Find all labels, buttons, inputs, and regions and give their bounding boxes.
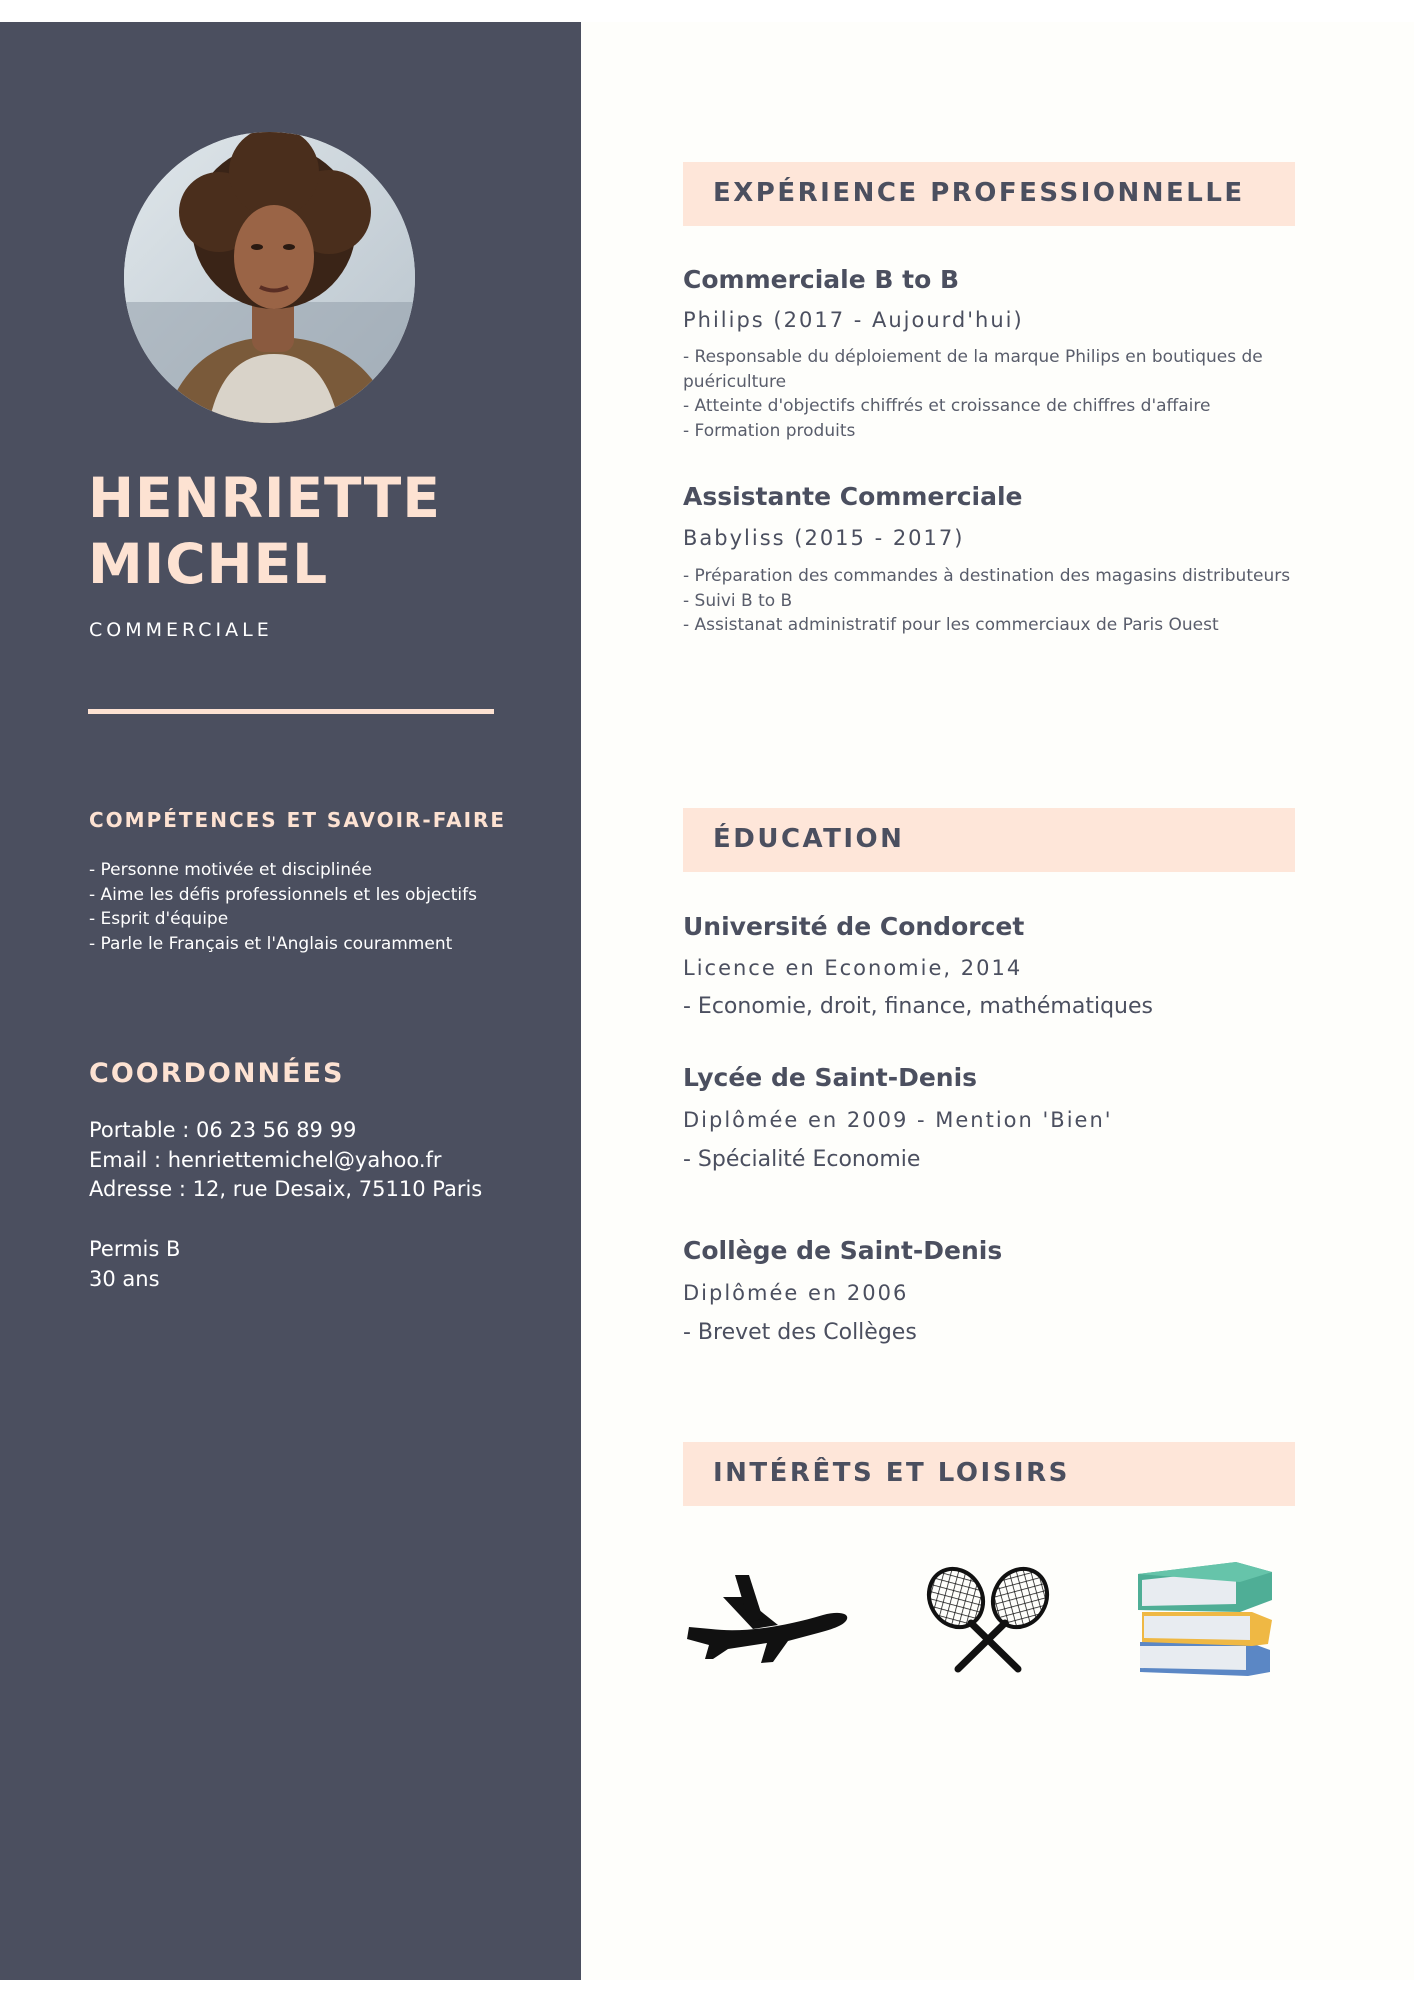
tennis-rackets-icon xyxy=(923,1565,1053,1673)
school-degree: Diplômée en 2009 - Mention 'Bien' xyxy=(683,1108,1113,1132)
school-name: Collège de Saint-Denis xyxy=(683,1236,1003,1265)
email-text: Email : henriettemichel@yahoo.fr xyxy=(89,1147,442,1172)
license-text: Permis B xyxy=(89,1237,181,1261)
school-detail: - Economie, droit, finance, mathématiques xyxy=(683,994,1153,1019)
school-degree: Diplômée en 2006 xyxy=(683,1281,909,1305)
sidebar xyxy=(0,22,581,1980)
interests-title: INTÉRÊTS ET LOISIRS xyxy=(713,1458,1070,1488)
skills-title: COMPÉTENCES ET SAVOIR-FAIRE xyxy=(89,808,507,832)
job-details xyxy=(683,564,1295,638)
job-details xyxy=(683,345,1295,443)
education-header xyxy=(683,808,1295,872)
first-name: HENRIETTE xyxy=(88,466,441,530)
job-detail-item: - Assistanat administratif pour les commerciaux de Paris Ouest xyxy=(683,615,1219,635)
job-detail-item: - Responsable du déploiement de la marque Philips en boutiques de puériculture xyxy=(683,347,1263,392)
school-name: Université de Condorcet xyxy=(683,912,1025,941)
job-detail-item: - Suivi B to B xyxy=(683,590,793,611)
interests-header xyxy=(683,1442,1295,1506)
candidate-name xyxy=(88,465,441,597)
school-degree: Licence en Economie, 2014 xyxy=(683,956,1023,980)
skill-item: - Aime les défis professionnels et les objectifs xyxy=(89,884,477,905)
phone-text: Portable : 06 23 56 89 99 xyxy=(89,1118,357,1142)
job-detail-item: - Atteinte d'objectifs chiffrés et croissance de chiffres d'affaire xyxy=(683,396,1211,416)
skill-item: - Personne motivée et disciplinée xyxy=(89,860,372,880)
avatar xyxy=(124,132,415,423)
skill-item: - Parle le Français et l'Anglais couramment xyxy=(89,933,453,954)
experience-header xyxy=(683,162,1295,226)
experience-title: EXPÉRIENCE PROFESSIONNELLE xyxy=(713,178,1245,208)
divider-line xyxy=(88,709,494,714)
portrait-photo xyxy=(124,132,415,423)
age-text: 30 ans xyxy=(89,1266,160,1291)
last-name: MICHEL xyxy=(88,532,329,596)
contact-details xyxy=(89,1116,482,1205)
job-title: Commerciale B to B xyxy=(683,265,960,294)
school-name: Lycée de Saint-Denis xyxy=(683,1063,978,1092)
books-icon xyxy=(1136,1560,1274,1676)
education-title: ÉDUCATION xyxy=(713,824,905,854)
job-detail-item: - Préparation des commandes à destination des magasins distributeurs xyxy=(683,566,1291,586)
job-company: Philips (2017 - Aujourd'hui) xyxy=(683,308,1024,332)
skills-list xyxy=(89,858,477,956)
school-detail: - Spécialité Economie xyxy=(683,1147,921,1172)
resume-page xyxy=(0,22,1414,1980)
job-title: Assistante Commerciale xyxy=(683,482,1023,511)
address-text: Adresse : 12, rue Desaix, 75110 Paris xyxy=(89,1177,483,1201)
school-detail: - Brevet des Collèges xyxy=(683,1320,917,1345)
airplane-icon xyxy=(683,1567,849,1667)
job-detail-item: - Formation produits xyxy=(683,420,856,441)
contact-title: COORDONNÉES xyxy=(89,1058,345,1089)
skill-item: - Esprit d'équipe xyxy=(89,909,229,929)
personal-details xyxy=(89,1235,180,1294)
job-role: COMMERCIALE xyxy=(89,619,273,641)
job-company: Babyliss (2015 - 2017) xyxy=(683,526,965,550)
